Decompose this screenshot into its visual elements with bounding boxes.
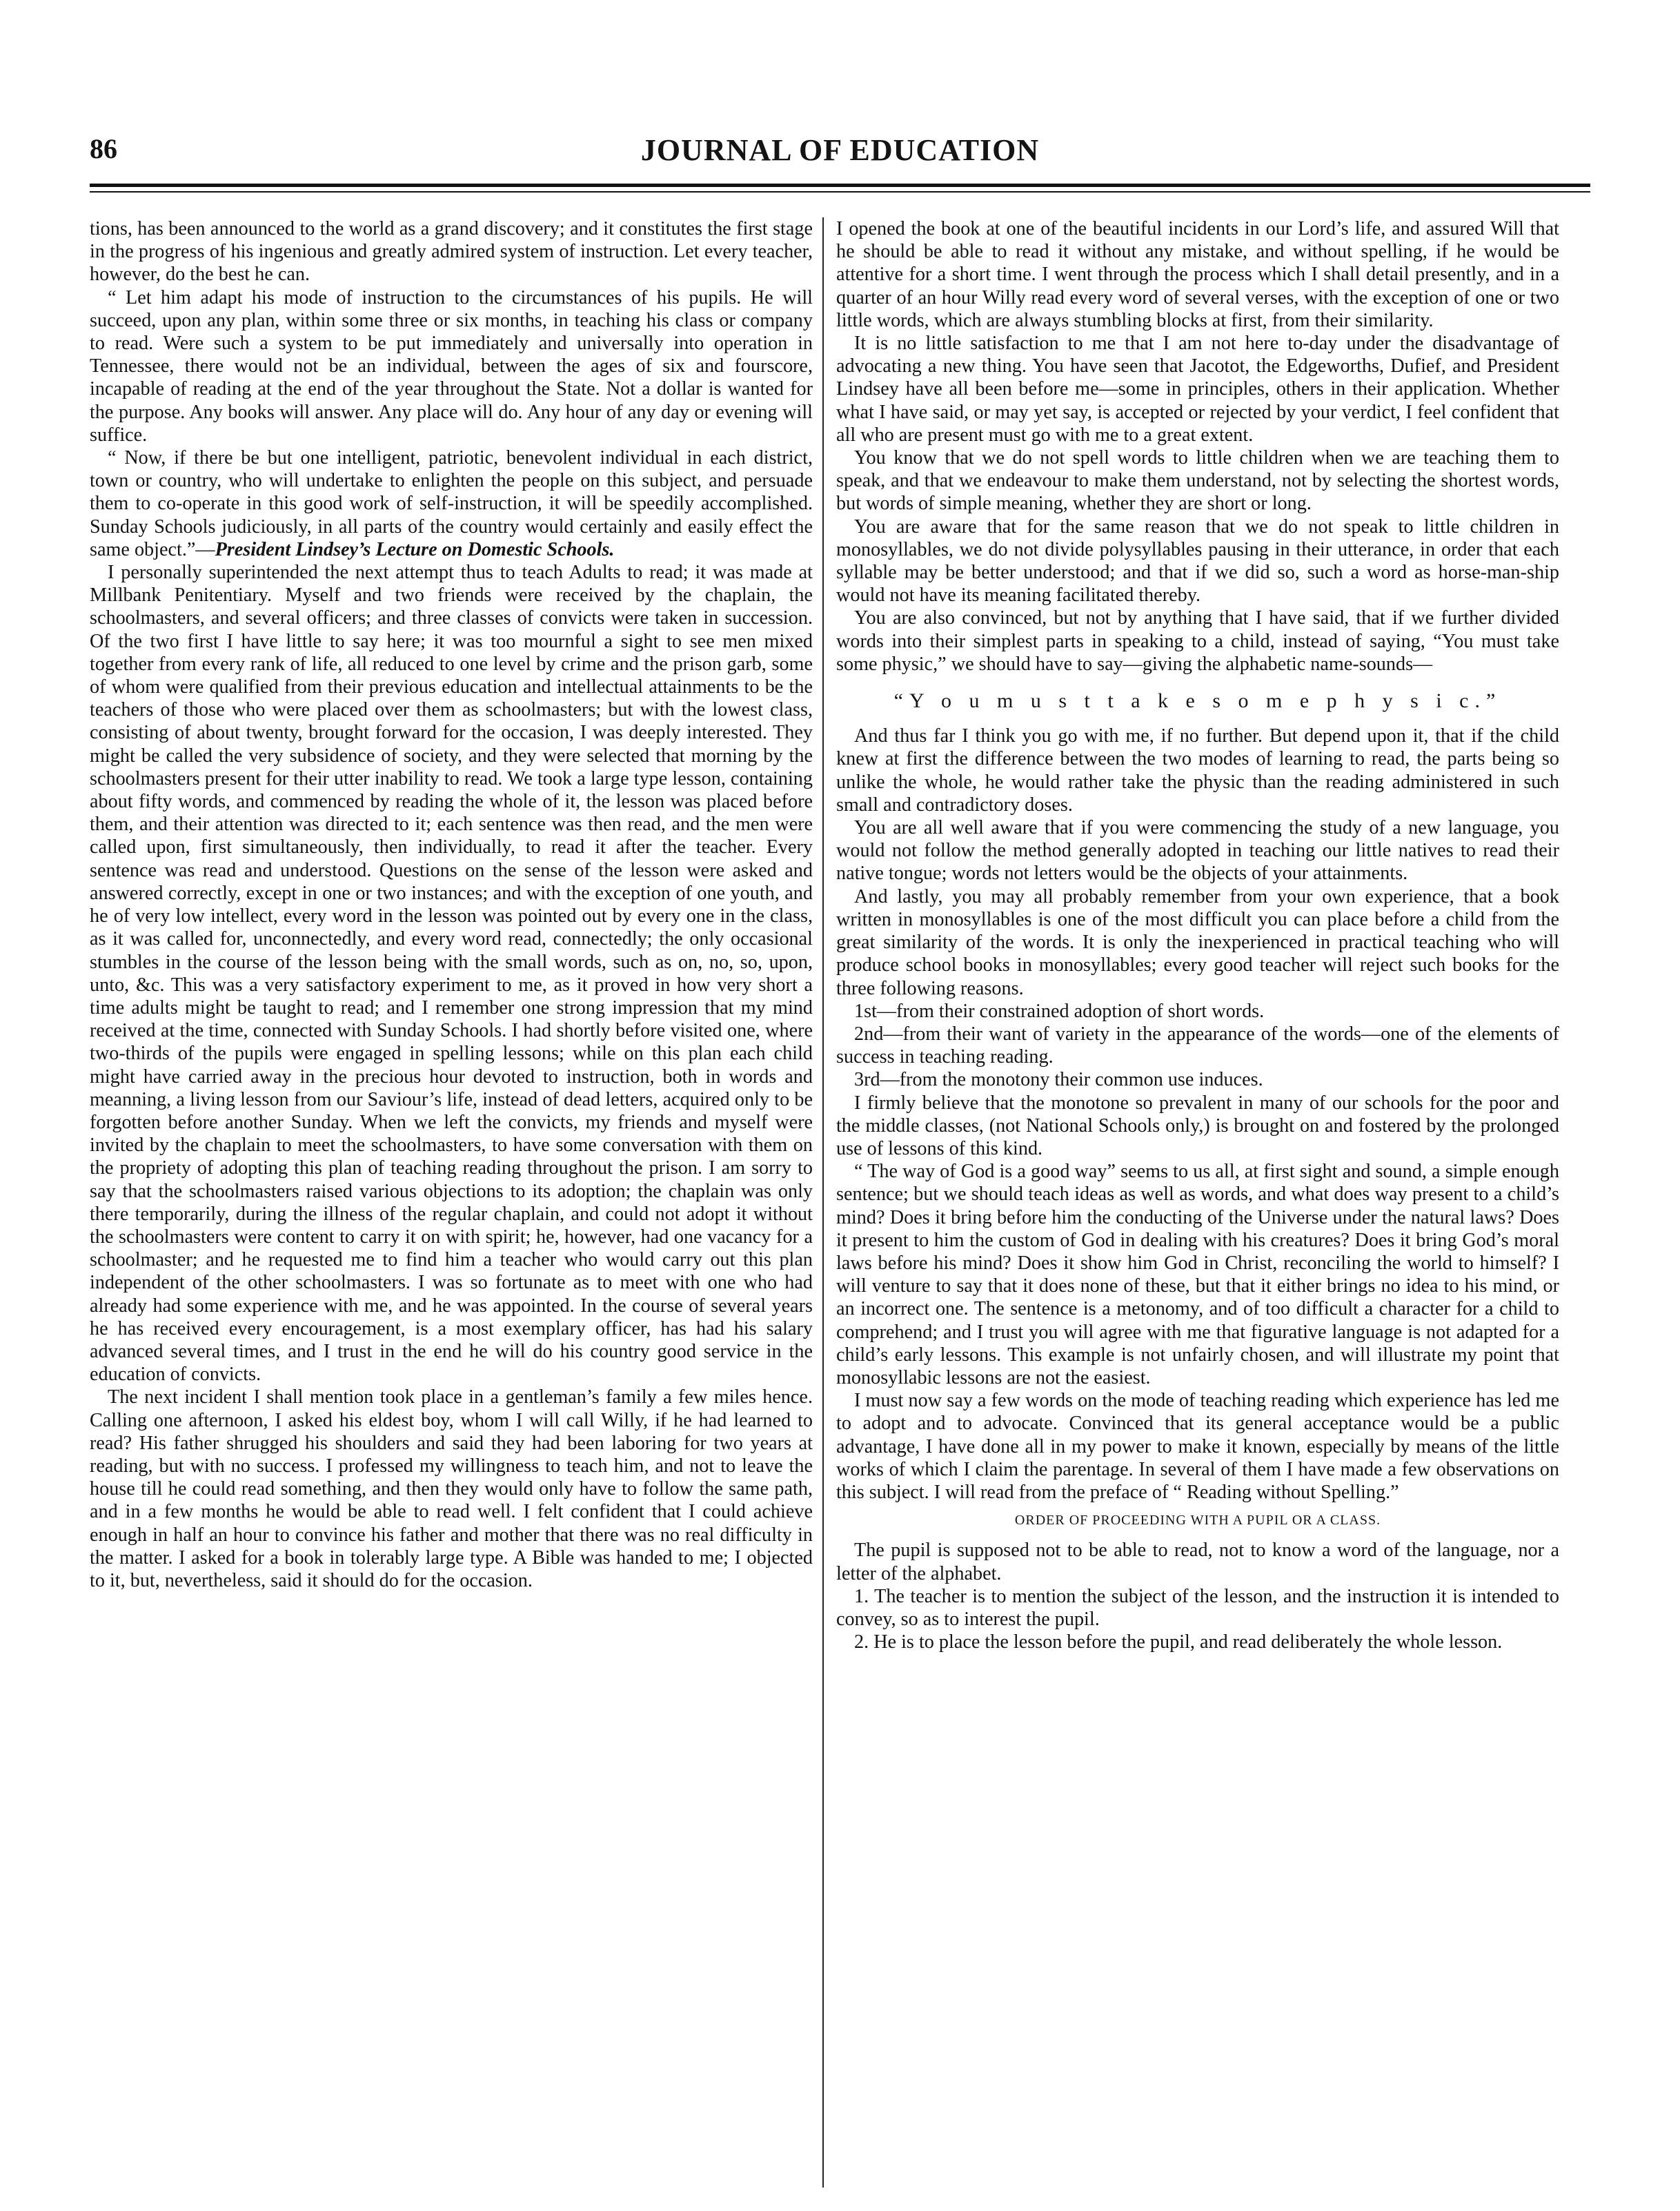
list-item: 1. The teacher is to mention the subject of the lesson, and the instruction it is intended to convey, so as to interest the pupil. [836, 1585, 1559, 1630]
section-heading: ORDER OF PROCEEDING WITH A PUPIL OR A CLASS. [1014, 1513, 1381, 1529]
quote-text: “ Now, if there be but one intelligent, patriotic, benevolent individual in each district, town or country, who will undertake to enlighten the people on this subject, and persuade them to co-operate in this good work of self-instruction, it will be speedily accomplished. Sunday Schools judiciously, in all parts of the country would certainly and easily effect the same object.”— [90, 447, 813, 560]
paragraph: I must now say a few words on the mode of teaching reading which experience has led me to adopt and to advocate. Convinced that its general acceptance would be a public advantage, I have done all in my power to make it known, especially by means of the little works of which I claim the parentage. In several of them I have made a few observations on this subject. I will read from the preface of “ Reading without Spelling.” [836, 1390, 1559, 1503]
paragraph: The next incident I shall mention took place in a gentleman’s family a few miles hence. Calling one afternoon, I asked his eldest boy, whom I will call Willy, if he had learned to read? His father shrugged his shoulders and said they had been laboring for two years at reading, but with no success. I professed my willingness to teach him, and not to leave the house till he could read something, and then they would only have to follow the same path, and in a few months he would be able to read well. I felt confident that I could achieve enough in half an hour to convince his father and mother that there was no real difficulty in the matter. I asked for a book in tolerably large type. A Bible was handed to me; I objected to it, but, nevertheless, said it should do for the occasion. [90, 1386, 813, 1591]
paragraph: I personally superintended the next attempt thus to teach Adults to read; it was made at Millbank Penitentiary. Myself and two friends were received by the chaplain, the schoolmasters, and several officers; and three classes of convicts were taken in succession. Of the two first I have little to say here; it was too mournful a sight to see men mixed together from every rank of life, all reduced to one level by crime and the prison garb, some of whom were qualified from their previous education and intellectual attainments to be the teachers of those who were placed over them as schoolmasters; but with the lowest class, consisting of about twenty, brought forward for the occasion, I was deeply interested. They might be called the very subsidence of society, and they were selected that morning by the schoolmasters present for their utter inability to read. We took a large type lesson, containing about fifty words, and commenced by reading the whole of it, the lesson was placed before them, and their attention was directed to it; each sentence was then read, and the men were called upon, first simultaneously, then individually, to read it after the teacher. Every sentence was read and understood. Questions on the sense of the lesson were asked and answered correctly, except in one or two instances; and with the exception of one youth, and he of very low intellect, every word in the lesson was pointed out by every one in the class, as it was called for, unconnectedly, and every word read, connectedly; the only occasional stumbles in the course of the lesson being with the small words, such as on, no, so, upon, unto, &c. This was a very satisfactory experiment to me, as it proved in how very short a time adults might be taught to read; and I remember one strong impression that my mind received at the time, connected with Sunday Schools. I had shortly before visited one, where two-thirds of the pupils were engaged in spelling lessons; while on this plan each child might have carried away in the precious hour devoted to instruction, both in words and meanning, a living lesson from our Saviour’s life, instead of dead letters, acquired only to be forgotten before another Sunday. When we left the convicts, my friends and myself were invited by the chaplain to meet the schoolmasters, to have some conversation with them on the propriety of adopting this plan of teaching reading throughout the prison. I am sorry to say that the schoolmasters raised various objections to its adoption; the chaplain was only there temporarily, during the illness of the regular chaplain, and could not adopt it without the schoolmasters were content to carry it on with spirit; he, however, had one vacancy for a schoolmaster; and he requested me to find him a teacher who would carry out this plan independent of the other schoolmasters. I was so fortunate as to meet with one who had already had some experience with me, and he was appointed. In the course of several years he has received every encouragement, is a most exemplary officer, has had his salary advanced several times, and I trust in the end he will do his country good service in the education of convicts. [90, 562, 813, 1386]
paragraph: I opened the book at one of the beautiful incidents in our Lord’s life, and assured Will that he should be able to read it without any mistake, and without spelling, if he would be attentive for a short time. I went through the process which I shall detail presently, and in a quarter of an hour Willy read every word of several verses, with the exception of one or two little words, which are always stumbling blocks at first, from their similarity. [836, 218, 1559, 331]
paragraph: You are also convinced, but not by anything that I have said, that if we further divided words into their simplest parts in speaking to a child, instead of saying, “You must take some physic,” we should have to say—giving the alphabetic name-sounds— [836, 607, 1559, 675]
paragraph: It is no little satisfaction to me that I am not here to-day under the disadvantage of advocating a new thing. You have seen that Jacotot, the Edgeworths, Dufief, and President Lindsey have all been before me—some in principles, others in their application. Whether what I have said, or may yet say, is accepted or rejected by your verdict, I feel confident that all who are present must go with me to a great extent. [836, 333, 1559, 446]
list-item: 3rd—from the monotony their common use induces. [854, 1069, 1263, 1091]
paragraph: The pupil is supposed not to be able to read, not to know a word of the language, nor a letter of the alphabet. [836, 1540, 1559, 1584]
paragraph [90, 446, 813, 561]
left-column [90, 217, 813, 2191]
list-item: 2. He is to place the lesson before the pupil, and read deliberately the whole lesson. [854, 1631, 1503, 1653]
paragraph: You are aware that for the same reason that we do not speak to little children in monosyllables, we do not divide polysyllables pausing in their utterance, in order that each syllable may be better understood; and that if we did so, such a word as horse-man-ship would not have its meaning facilitated thereby. [836, 515, 1559, 607]
right-column [836, 217, 1559, 2191]
spelled-quote: “Y o u m u s t t a k e s o m e p h y s i c.” [893, 689, 1502, 713]
list-item: 2nd—from their want of variety in the appearance of the words—one of the elements of success in teaching reading. [836, 1023, 1559, 1068]
list-item: 1st—from their constrained adoption of short words. [854, 1000, 1265, 1022]
attribution: President Lindsey’s Lecture on Domestic Schools. [215, 538, 615, 560]
paragraph: “ Let him adapt his mode of instruction to the circumstances of his pupils. He will succeed, upon any plan, within some three or six months, in teaching his class or company to read. Were such a system to be put immediately and universally into operation in Tennessee, there would not be an individual, between the ages of six and fourscore, incapable of reading at the end of the year throughout the State. Not a dollar is wanted for the purpose. Any books will answer. Any place will do. Any hour of any day or evening will suffice. [90, 286, 813, 446]
paragraph: You are all well aware that if you were commencing the study of a new language, you would not follow the method generally adopted in teaching our little natives to read their native tongue; words not letters would be the objects of your attainments. [836, 817, 1559, 885]
column-divider [822, 217, 824, 2188]
page-number: 86 [90, 133, 117, 164]
paragraph: And thus far I think you go with me, if no further. But depend upon it, that if the child knew at first the difference between the two modes of learning to read, the parts being so unlike the whole, he would rather take the physic than the reading administered in such small and contradictory doses. [836, 725, 1559, 816]
header-rule-thick [90, 184, 1590, 187]
header-rule-thin [90, 191, 1590, 193]
paragraph: I firmly believe that the monotone so prevalent in many of our schools for the poor and the middle classes, (not National Schools only,) is brought on and fostered by the prolonged use of lessons of this kind. [836, 1092, 1559, 1159]
page-header [90, 132, 1590, 174]
paragraph: You know that we do not spell words to little children when we are teaching them to speak, and that we endeavour to make them understand, not by selecting the shortest words, but words of simple meaning, whether they are short or long. [836, 447, 1559, 515]
journal-title: JOURNAL OF EDUCATION [640, 133, 1040, 167]
paragraph: tions, has been announced to the world as a grand discovery; and it constitutes the first stage in the progress of his ingenious and greatly admired system of instruction. Let every teacher, however, do the best he can. [90, 218, 813, 286]
paragraph: And lastly, you may all probably remember from your own experience, that a book written in monosyllables is one of the most difficult you can place before a child from the great similarity of the words. It is only the inexperienced in practical teaching who will produce school books in monosyllables; every good teacher will reject such books for the three following reasons. [836, 885, 1559, 999]
paragraph: “ The way of God is a good way” seems to us all, at first sight and sound, a simple enough sentence; but we should teach ideas as well as words, and what does way present to a child’s mind? Does it bring before him the conducting of the Universe under the natural laws? Does it present to him the custom of God in dealing with his creatures? Does it bring God’s moral laws before his mind? Does it show him God in Christ, reconciling the world to himself? I will venture to say that it does none of these, but that it either brings no idea to his mind, or an incorrect one. The sentence is a metonomy, and of too difficult a character for a child to comprehend; and I trust you will agree with me that figurative language is not adapted for a child’s early lessons. This example is not unfairly chosen, and will illustrate my point that monosyllabic lessons are not the easiest. [836, 1161, 1559, 1388]
